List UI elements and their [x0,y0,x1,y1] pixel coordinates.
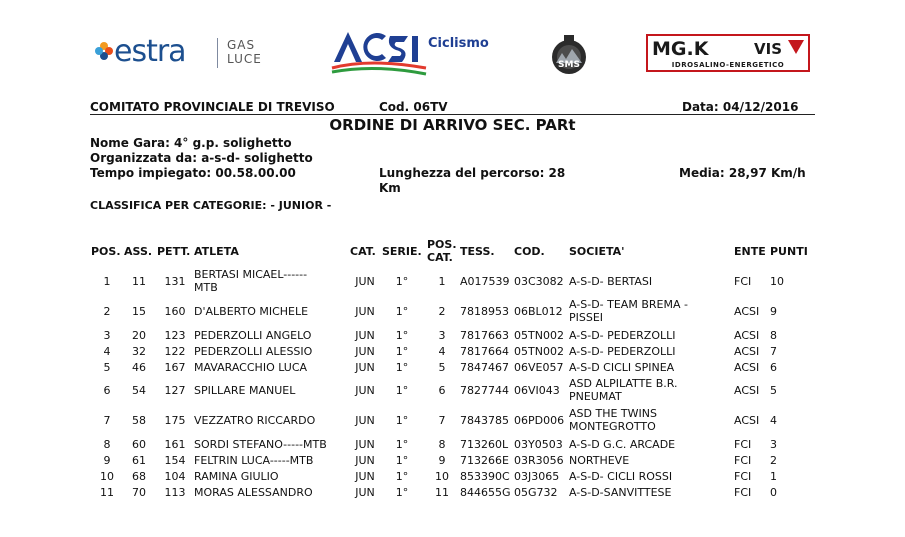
cell-ente: ACSI [734,414,760,427]
estra-sub-gas: GAS [227,38,256,52]
table-row [0,469,905,483]
cell-tess: A017539 [460,275,510,288]
cell-ass: 11 [132,275,146,288]
cell-punti: 10 [770,275,784,288]
cell-soc: A-S-D CICLI SPINEA [569,361,675,374]
cell-ente: FCI [734,438,752,451]
estra-divider [217,38,218,68]
cell-ass: 68 [132,470,146,483]
cell-poscat: 9 [438,454,446,467]
cell-punti: 6 [770,361,777,374]
cell-cat: JUN [355,414,375,427]
cell-atleta: VEZZATRO RICCARDO [194,414,316,427]
table-row [0,268,905,294]
cell-poscat: 7 [438,414,446,427]
cell-poscat: 11 [435,486,449,499]
mgk-main: MG.K [652,38,709,60]
cell-cat: JUN [355,384,375,397]
cell-pett: 122 [164,345,186,358]
mgk-triangle-icon [788,40,804,54]
table-row [0,344,905,358]
estra-sub [227,38,262,66]
cell-soc-line2: PNEUMAT [569,390,622,403]
cell-punti: 9 [770,305,777,318]
cell-ass: 60 [132,438,146,451]
cell-tess: 844655G [460,486,511,499]
cell-poscat: 4 [438,345,446,358]
th-pos: POS. [91,245,121,258]
cell-cod: 06BL012 [514,305,563,318]
cell-tess: 713260L [460,438,509,451]
cell-ente: FCI [734,275,752,288]
cell-cat: JUN [355,275,375,288]
cell-pett: 175 [164,414,186,427]
cell-cod: 06VE057 [514,361,564,374]
th-cat: CAT. [350,245,376,258]
cell-soc-line2: PISSEI [569,311,604,324]
cell-poscat: 5 [438,361,446,374]
cell-ente: ACSI [734,361,760,374]
cell-cod: 03R3056 [514,454,564,467]
cell-pett: 123 [164,329,186,342]
cell-soc: A-S-D- TEAM BREMA - [569,298,688,311]
cell-pos: 11 [100,486,114,499]
cell-pos: 10 [100,470,114,483]
table-row [0,437,905,451]
cell-punti: 7 [770,345,777,358]
cell-cod: 06VI043 [514,384,560,397]
cell-cat: JUN [355,329,375,342]
cell-tess: 7817664 [460,345,509,358]
cell-soc: A-S-D-SANVITTESE [569,486,672,499]
cell-ass: 54 [132,384,146,397]
table-row [0,360,905,374]
cell-cod: 03J3065 [514,470,560,483]
category-label: CLASSIFICA PER CATEGORIE: - JUNIOR - [90,199,332,212]
th-atleta: ATLETA [194,245,239,258]
th-poscat-line2: CAT. [427,251,453,264]
cell-atleta: MORAS ALESSANDRO [194,486,313,499]
race-organizer: Organizzata da: a-s-d- solighetto [90,151,313,165]
cell-serie: 1° [395,361,409,374]
cell-soc: A-S-D- BERTASI [569,275,653,288]
cell-atleta: FELTRIN LUCA-----MTB [194,454,314,467]
cell-tess: 853390C [460,470,510,483]
cell-atleta: BERTASI MICAEL------ [194,268,308,281]
cell-cod: 03C3082 [514,275,564,288]
mgk-logo [646,34,810,72]
cell-punti: 8 [770,329,777,342]
cell-tess: 7818953 [460,305,509,318]
table-row [0,485,905,499]
cell-punti: 0 [770,486,777,499]
cell-serie: 1° [395,470,409,483]
cell-pos: 5 [103,361,111,374]
cell-cat: JUN [355,486,375,499]
cell-poscat: 6 [438,384,446,397]
cell-serie: 1° [395,305,409,318]
cell-pett: 127 [164,384,186,397]
th-poscat [427,238,457,264]
cell-soc: A-S-D G.C. ARCADE [569,438,676,451]
cell-pos: 2 [103,305,111,318]
cell-pos: 3 [103,329,111,342]
cell-punti: 5 [770,384,777,397]
cell-cod: 05G732 [514,486,558,499]
cell-serie: 1° [395,486,409,499]
cell-soc-line2: MONTEGROTTO [569,420,656,433]
cell-ass: 20 [132,329,146,342]
report-date: Data: 04/12/2016 [682,100,799,114]
cell-cod: 05TN002 [514,329,564,342]
cell-pos: 7 [103,414,111,427]
cell-ente: ACSI [734,329,760,342]
mgk-vis: VIS [754,40,782,58]
th-poscat-line1: POS. [427,238,457,251]
cell-soc: NORTHEVE [569,454,630,467]
cell-ass: 32 [132,345,146,358]
acsi-mark-icon [330,28,430,76]
cell-atleta-line2: MTB [194,281,218,294]
cell-punti: 1 [770,470,777,483]
table-row [0,453,905,467]
table-row [0,298,905,324]
th-cod: COD. [514,245,545,258]
cell-poscat: 1 [438,275,446,288]
cell-pos: 1 [103,275,111,288]
acsi-suffix: Ciclismo [428,36,489,51]
cell-atleta: MAVARACCHIO LUCA [194,361,308,374]
cell-pett: 113 [164,486,186,499]
mgk-sub: IDROSALINO-ENERGETICO [671,61,785,69]
committee-code: Cod. 06TV [379,100,448,114]
cell-pos: 8 [103,438,111,451]
estra-flower-icon [94,41,114,61]
cell-ente: ACSI [734,305,760,318]
table-row [0,377,905,403]
race-time: Tempo impiegato: 00.58.00.00 [90,166,296,180]
cell-cat: JUN [355,438,375,451]
cell-poscat: 8 [438,438,446,451]
sms-logo [548,33,590,77]
cell-pos: 6 [103,384,111,397]
cell-atleta: D'ALBERTO MICHELE [194,305,309,318]
cell-cod: 06PD006 [514,414,565,427]
cell-atleta: SORDI STEFANO-----MTB [194,438,327,451]
cell-serie: 1° [395,438,409,451]
cell-serie: 1° [395,414,409,427]
cell-tess: 7817663 [460,329,509,342]
estra-sub-luce: LUCE [227,52,262,66]
cell-soc: A-S-D- PEDERZOLLI [569,345,676,358]
cell-ass: 61 [132,454,146,467]
cell-poscat: 3 [438,329,446,342]
th-pett: PETT. [157,245,191,258]
sms-badge-icon [548,33,590,77]
cell-soc: ASD ALPILATTE B.R. [569,377,678,390]
cell-serie: 1° [395,275,409,288]
cell-cat: JUN [355,454,375,467]
cell-ente: FCI [734,486,752,499]
committee-name: COMITATO PROVINCIALE DI TREVISO [90,100,335,114]
table-row [0,407,905,433]
race-length-unit: Km [379,181,401,195]
cell-ass: 46 [132,361,146,374]
cell-soc: A-S-D- PEDERZOLLI [569,329,676,342]
th-serie: SERIE. [382,245,422,258]
cell-punti: 4 [770,414,777,427]
cell-tess: 713266E [460,454,509,467]
cell-soc: ASD THE TWINS [569,407,657,420]
cell-punti: 2 [770,454,777,467]
cell-atleta: PEDERZOLLI ALESSIO [194,345,313,358]
cell-cat: JUN [355,345,375,358]
cell-tess: 7827744 [460,384,509,397]
cell-ente: ACSI [734,345,760,358]
cell-ente: FCI [734,470,752,483]
svg-text:SMS: SMS [558,60,580,70]
race-length: Lunghezza del percorso: 28 [379,166,566,180]
th-societa: SOCIETA' [569,245,625,258]
cell-pett: 154 [164,454,186,467]
cell-atleta: SPILLARE MANUEL [194,384,296,397]
cell-serie: 1° [395,329,409,342]
race-average: Media: 28,97 Km/h [679,166,806,180]
cell-atleta: RAMINA GIULIO [194,470,279,483]
cell-cat: JUN [355,305,375,318]
acsi-logo [330,28,489,76]
th-ass: ASS. [124,245,153,258]
cell-pett: 104 [164,470,186,483]
cell-cat: JUN [355,361,375,374]
cell-pos: 9 [103,454,111,467]
cell-tess: 7843785 [460,414,509,427]
cell-poscat: 2 [438,305,446,318]
cell-poscat: 10 [435,470,449,483]
cell-punti: 3 [770,438,777,451]
cell-atleta: PEDERZOLLI ANGELO [194,329,312,342]
cell-pett: 167 [164,361,186,374]
cell-cod: 03Y0503 [514,438,563,451]
cell-pos: 4 [103,345,111,358]
cell-ente: FCI [734,454,752,467]
header-rule [90,114,815,115]
cell-cod: 05TN002 [514,345,564,358]
cell-ass: 15 [132,305,146,318]
race-name: Nome Gara: 4° g.p. solighetto [90,136,292,150]
cell-pett: 161 [164,438,186,451]
cell-ass: 70 [132,486,146,499]
page-title: ORDINE DI ARRIVO SEC. PARt [329,116,576,134]
cell-tess: 7847467 [460,361,509,374]
th-ente: ENTE [734,245,766,258]
cell-cat: JUN [355,470,375,483]
cell-ente: ACSI [734,384,760,397]
cell-ass: 58 [132,414,146,427]
table-row [0,328,905,342]
cell-serie: 1° [395,454,409,467]
cell-pett: 131 [164,275,186,288]
cell-pett: 160 [164,305,186,318]
estra-logo [94,34,274,74]
th-punti: PUNTI [770,245,808,258]
estra-word: estra [114,34,186,69]
cell-serie: 1° [395,345,409,358]
cell-soc: A-S-D- CICLI ROSSI [569,470,673,483]
th-tess: TESS. [460,245,495,258]
cell-serie: 1° [395,384,409,397]
